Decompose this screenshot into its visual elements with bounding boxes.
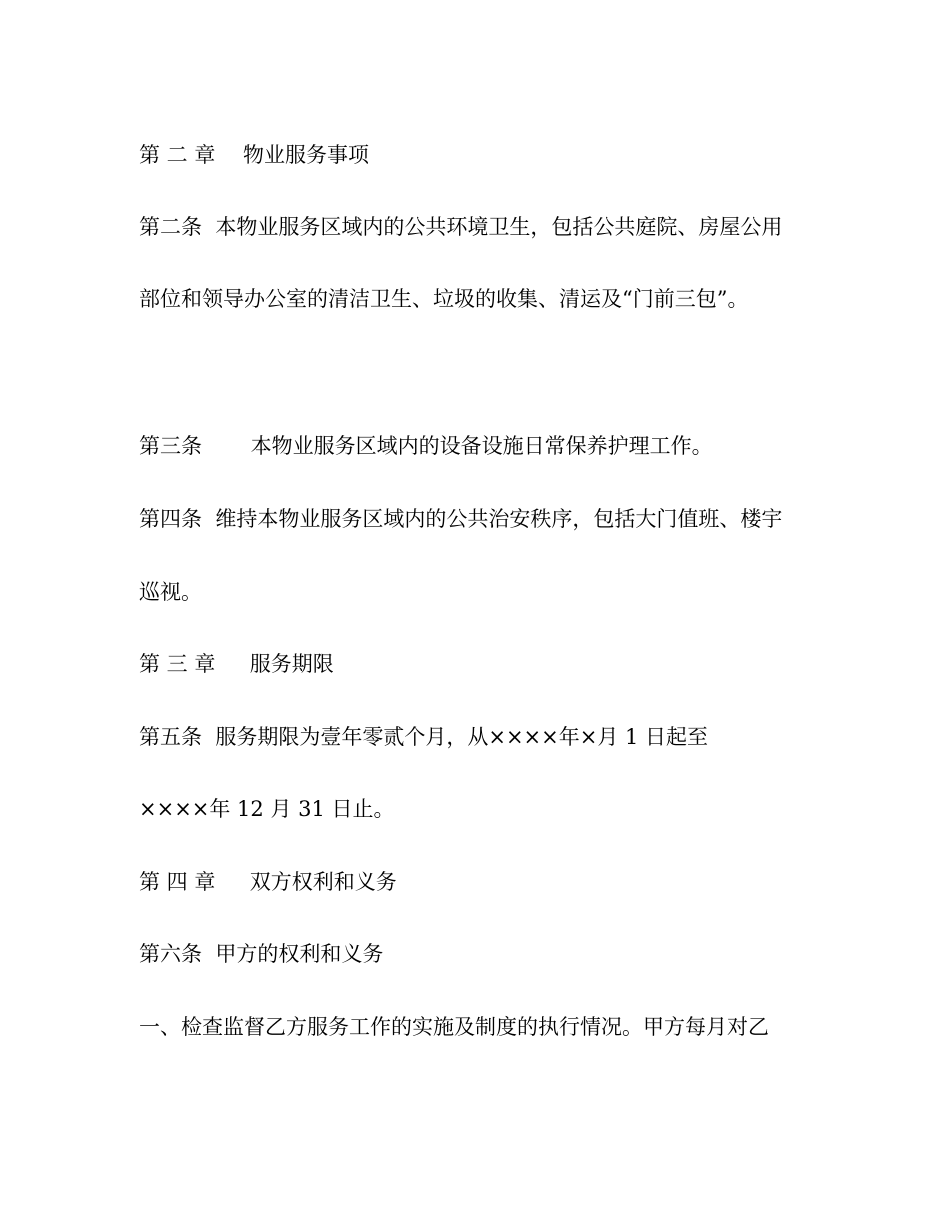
article-3: 第三条 本物业服务区域内的设备设施日常保养护理工作。 bbox=[139, 434, 713, 458]
article-5-line-1: 第五条 服务期限为壹年零贰个月，从××××年×月 1 日起至 bbox=[139, 725, 709, 749]
article-6-heading: 第六条 甲方的权利和义务 bbox=[139, 942, 384, 966]
article-2-line-1: 第二条 本物业服务区域内的公共环境卫生，包括公共庭院、房屋公用 bbox=[139, 215, 783, 239]
article-4-line-2: 巡视。 bbox=[139, 580, 202, 604]
article-4-line-1: 第四条 维持本物业服务区域内的公共治安秩序，包括大门值班、楼宇 bbox=[139, 507, 783, 531]
chapter-2-heading: 第 二 章 物业服务事项 bbox=[139, 143, 370, 167]
article-6-item-1: 一、检查监督乙方服务工作的实施及制度的执行情况。甲方每月对乙 bbox=[139, 1015, 769, 1039]
article-5-line-2: ××××年 12 月 31 日止。 bbox=[139, 797, 395, 821]
chapter-4-heading: 第 四 章 双方权利和义务 bbox=[139, 870, 397, 894]
chapter-3-heading: 第 三 章 服务期限 bbox=[139, 652, 334, 676]
article-2-line-2: 部位和领导办公室的清洁卫生、垃圾的收集、清运及“门前三包”。 bbox=[139, 287, 749, 311]
